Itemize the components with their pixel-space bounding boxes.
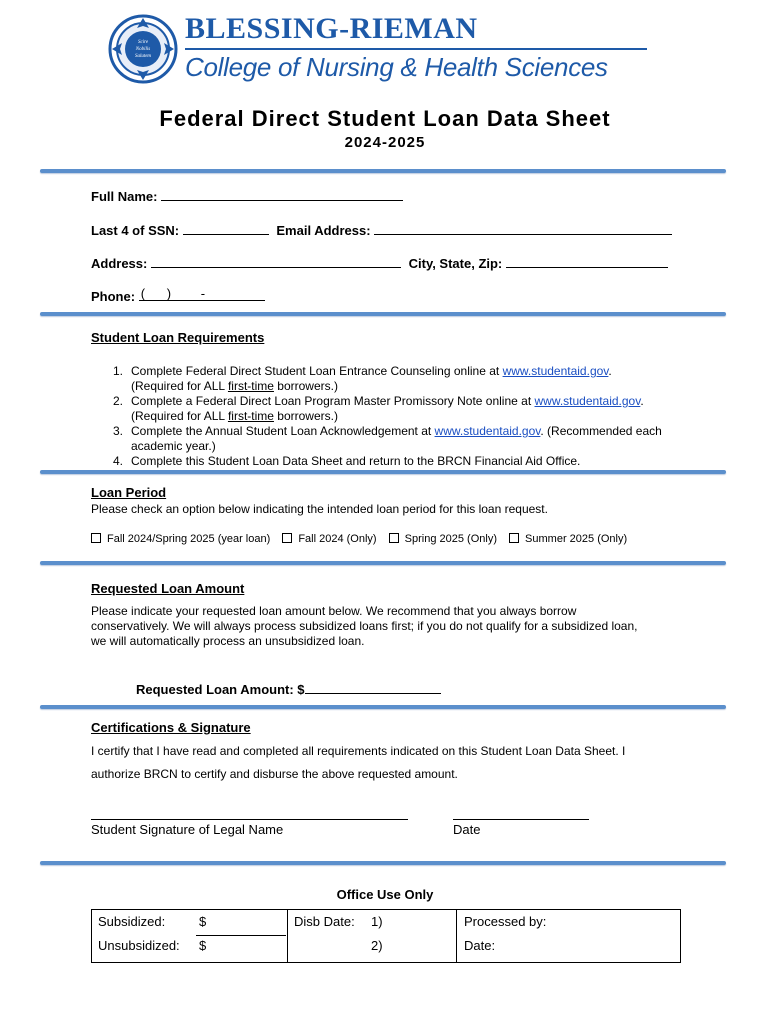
address-row — [91, 254, 668, 271]
requested-heading: Requested Loan Amount — [91, 581, 245, 596]
requirement-note — [131, 409, 707, 424]
phone-open-paren: ( — [140, 286, 146, 301]
address-field[interactable] — [151, 254, 401, 268]
ssn-email-row — [91, 221, 672, 238]
requirement-note — [131, 439, 707, 454]
option-label: Fall 2024/Spring 2025 (year loan) — [107, 533, 271, 545]
requirement-note-emphasis: first-time — [227, 409, 274, 423]
phone-label: Phone: — [91, 289, 136, 304]
requested-amount-label: Requested Loan Amount: $ — [136, 682, 305, 697]
studentaid-link[interactable]: www.studentaid.gov — [434, 424, 541, 438]
loan-period-options — [91, 533, 627, 545]
requirement-note-part: (Required for ALL — [131, 379, 228, 393]
svg-text:Salutem: Salutem — [134, 54, 152, 59]
full-name-field[interactable] — [161, 187, 403, 201]
date-field[interactable] — [453, 819, 589, 820]
requirement-text-part: . — [640, 394, 644, 408]
separator — [40, 169, 726, 173]
option-summer[interactable] — [509, 533, 627, 545]
requested-amount-field[interactable] — [305, 680, 441, 694]
option-label: Summer 2025 (Only) — [525, 533, 628, 545]
separator — [40, 705, 726, 709]
signature-field[interactable] — [91, 819, 408, 820]
requirement-text-part: . (Recommended each — [540, 424, 662, 438]
email-label: Email Address: — [276, 223, 371, 238]
requirement-text — [131, 454, 707, 469]
ssn-label: Last 4 of SSN: — [91, 223, 180, 238]
option-label: Fall 2024 (Only) — [298, 533, 377, 545]
requirement-text-part: Complete Federal Direct Student Loan Entrance Counseling online at — [131, 364, 503, 378]
requirement-note-emphasis: first-time — [227, 379, 274, 393]
logo — [108, 14, 178, 84]
processed-by-label: Processed by: — [464, 914, 547, 929]
page-title: Federal Direct Student Loan Data Sheet — [159, 106, 611, 131]
requirement-number: 4. — [113, 454, 124, 468]
requirement-note-part: borrowers.) — [273, 409, 338, 423]
loan-period-heading: Loan Period — [91, 485, 167, 500]
checkbox-spring[interactable] — [389, 533, 399, 543]
phone-close-paren: ) — [166, 286, 172, 301]
requested-line: we will automatically process an unsubsidized loan. — [91, 634, 365, 648]
unsubsidized-label: Unsubsidized: — [98, 938, 180, 953]
loan-period-instruction: Please check an option below indicating the intended loan period for this loan request. — [91, 502, 548, 516]
full-name-label: Full Name: — [91, 189, 158, 204]
full-name-row — [91, 187, 403, 204]
option-spring[interactable] — [389, 533, 497, 545]
requirement-note — [131, 379, 707, 394]
requirement-text-part: Complete this Student Loan Data Sheet and return to the BRCN Financial Aid Office. — [131, 454, 581, 468]
separator — [40, 470, 726, 474]
requested-line: Please indicate your requested loan amount below. We recommend that you always borrow — [91, 604, 577, 618]
processed-date-label: Date: — [464, 938, 496, 953]
signature-label: Student Signature of Legal Name — [91, 822, 284, 837]
requirement-number: 2. — [113, 394, 124, 408]
requirement-text-part: Complete the Annual Student Loan Acknowledgement at — [131, 424, 435, 438]
certification-heading: Certifications & Signature — [91, 720, 251, 735]
requirement-text — [131, 424, 707, 439]
requested-line: conservatively. We will always process subsidized loans first; if you do not qualify for a subsidized loan, — [91, 619, 638, 633]
certification-line: I certify that I have read and completed all requirements indicated on this Student Loan Data Sheet. I — [91, 744, 626, 758]
disb-date-1: 1) — [371, 914, 383, 929]
requirement-item — [107, 394, 707, 424]
phone-field[interactable] — [139, 287, 265, 301]
org-divider — [185, 48, 647, 50]
checkbox-year-loan[interactable] — [91, 533, 101, 543]
date-label: Date — [453, 822, 481, 837]
org-subtitle: College of Nursing & Health Sciences — [185, 52, 608, 82]
requirement-text — [131, 394, 707, 409]
requested-amount-row — [136, 680, 441, 697]
requirement-text — [131, 364, 707, 379]
requirements-heading: Student Loan Requirements — [91, 330, 265, 345]
requirement-item — [107, 424, 707, 454]
subsidized-label: Subsidized: — [98, 914, 166, 929]
requirement-text-part: . — [608, 364, 612, 378]
option-label: Spring 2025 (Only) — [404, 533, 497, 545]
requirement-text-part: Complete a Federal Direct Loan Program Master Promissory Note online at — [131, 394, 535, 408]
requirement-note-part: academic year.) — [131, 439, 216, 453]
certification-line: authorize BRCN to certify and disburse the above requested amount. — [91, 767, 458, 781]
requested-paragraph — [91, 604, 637, 649]
svg-text:Nobilis: Nobilis — [135, 47, 151, 52]
phone-row — [91, 287, 265, 304]
studentaid-link[interactable]: www.studentaid.gov — [502, 364, 609, 378]
requirement-number: 1. — [113, 364, 124, 378]
disb-date-label: Disb Date: — [294, 914, 355, 929]
checkbox-summer[interactable] — [509, 533, 519, 543]
ssn-field[interactable] — [183, 221, 269, 235]
requirement-note-part: borrowers.) — [273, 379, 338, 393]
requirement-note-part: (Required for ALL — [131, 409, 228, 423]
separator — [40, 561, 726, 565]
checkbox-fall[interactable] — [282, 533, 292, 543]
option-fall[interactable] — [282, 533, 376, 545]
studentaid-link[interactable]: www.studentaid.gov — [534, 394, 641, 408]
requirement-item — [107, 454, 707, 469]
requirement-item — [107, 364, 707, 394]
disb-date-2: 2) — [371, 938, 383, 953]
svg-text:Scire: Scire — [137, 40, 149, 45]
separator — [40, 861, 726, 865]
option-year-loan[interactable] — [91, 533, 270, 545]
city-label: City, State, Zip: — [408, 256, 503, 271]
email-field[interactable] — [374, 221, 672, 235]
office-use-table — [91, 909, 681, 963]
phone-dash: - — [200, 286, 206, 301]
academic-year: 2024-2025 — [344, 134, 426, 151]
college-seal-icon — [108, 14, 178, 84]
org-name: BLESSING-RIEMAN — [185, 12, 478, 45]
requirements-list — [107, 364, 707, 469]
requirement-number: 3. — [113, 424, 124, 438]
unsubsidized-dollar: $ — [199, 938, 207, 953]
city-field[interactable] — [506, 254, 668, 268]
subsidized-field[interactable] — [196, 935, 286, 936]
separator — [40, 312, 726, 316]
divider — [287, 910, 288, 962]
address-label: Address: — [91, 256, 148, 271]
office-use-heading: Office Use Only — [336, 887, 434, 902]
subsidized-dollar: $ — [199, 914, 207, 929]
divider — [456, 910, 457, 962]
